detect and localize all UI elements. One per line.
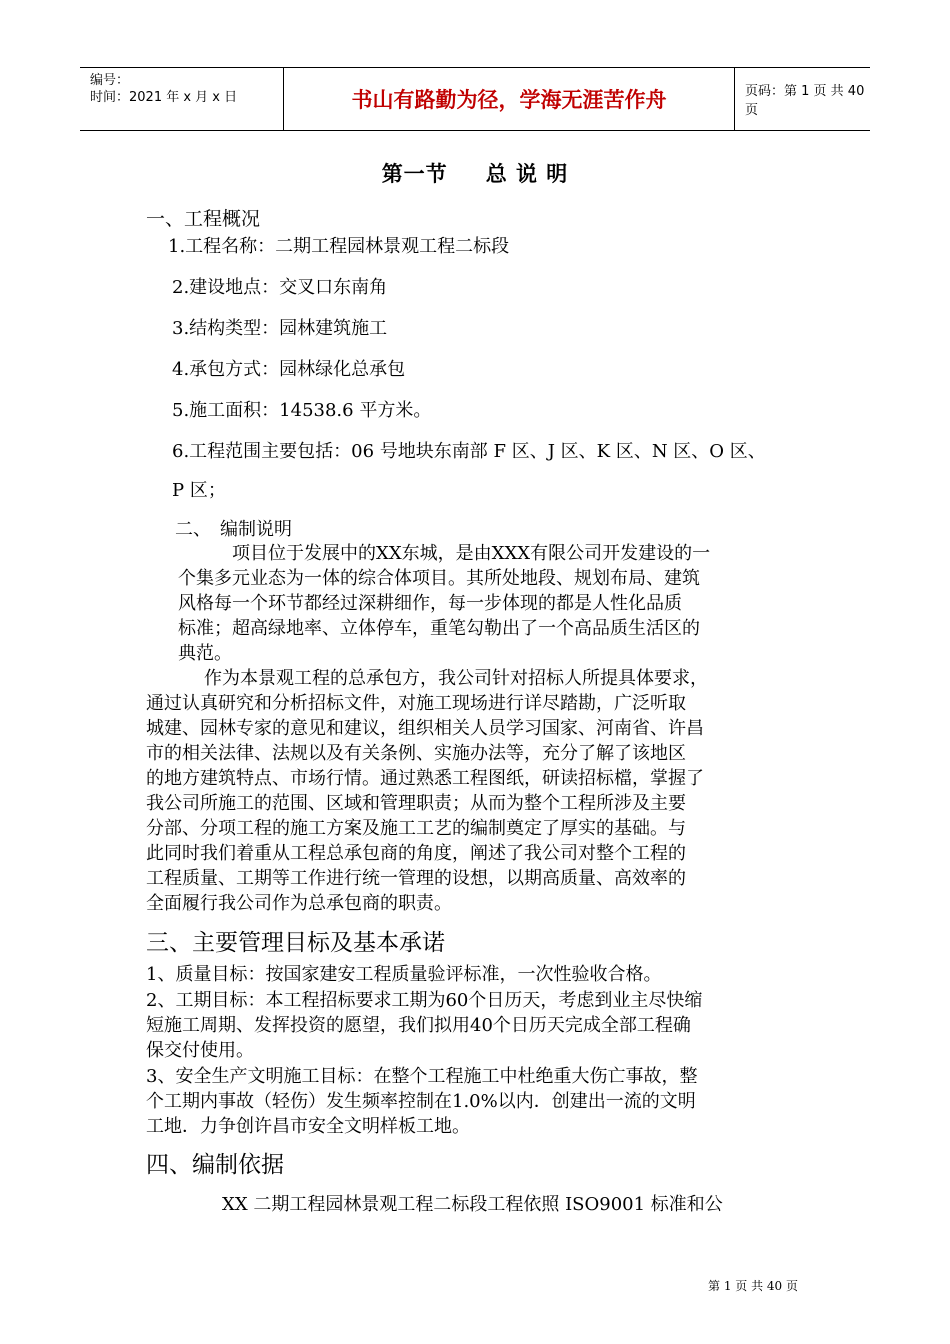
paragraph-line: 我公司所施工的范围、区域和管理职责；从而为整个工程所涉及主要: [146, 793, 686, 814]
overview-item: 4.承包方式：园林绿化总承包: [172, 359, 406, 380]
page-title: 第一节 总 说 明: [381, 162, 569, 186]
paragraph-line: 全面履行我公司作为总承包商的职责。: [146, 893, 452, 914]
section3-heading: 三、主要管理目标及基本承诺: [146, 930, 445, 956]
document-number: 编号：: [90, 73, 130, 88]
overview-item: 5.施工面积：14538.6 平方米。: [172, 400, 432, 421]
paragraph-line: 典范。: [178, 643, 232, 664]
paragraph-line: 市的相关法律、法规以及有关条例、实施办法等，充分了解了该地区: [146, 743, 686, 764]
page-footer: 第 1 页 共 40 页: [708, 1279, 798, 1293]
goal-line: 个工期内事故（轻伤）发生频率控制在1.0%以内．创建出一流的文明: [146, 1091, 696, 1112]
goal-line: 工地．力争创许昌市安全文明样板工地。: [146, 1116, 470, 1137]
section1-heading: 一、工程概况: [146, 208, 261, 230]
paragraph-line: 通过认真研究和分析招标文件，对施工现场进行详尽踏勘，广泛听取: [146, 693, 686, 714]
goal-line: 保交付使用。: [146, 1040, 254, 1061]
header-motto: 书山有路勤为径，学海无涯苦作舟: [283, 68, 735, 130]
paragraph-line: 此同时我们着重从工程总承包商的角度，阐述了我公司对整个工程的: [146, 843, 686, 864]
paragraph-line: 分部、分项工程的施工方案及施工工艺的编制奠定了厚实的基础。与: [146, 818, 686, 839]
overview-item: 2.建设地点：交叉口东南角: [172, 277, 388, 298]
paragraph-line: 作为本景观工程的总承包方，我公司针对招标人所提具体要求，: [204, 668, 708, 689]
overview-item: 1.工程名称：二期工程园林景观工程二标段: [168, 236, 510, 257]
paragraph-line: 城建、园林专家的意见和建议，组织相关人员学习国家、河南省、许昌: [146, 718, 704, 739]
basis-line: XX 二期工程园林景观工程二标段工程依照 ISO9001 标准和公: [222, 1194, 723, 1215]
paragraph-line: 标准；超高绿地率、立体停车，重笔勾勒出了一个高品质生活区的: [178, 618, 700, 639]
header-meta: [80, 68, 283, 130]
page-header: [80, 67, 870, 131]
paragraph-line: 个集多元业态为一体的综合体项目。其所处地段、规划布局、建筑: [178, 568, 700, 589]
goal-line: 3、安全生产文明施工目标：在整个工程施工中杜绝重大伤亡事故，整: [146, 1066, 698, 1087]
paragraph-line: 的地方建筑特点、市场行情。通过熟悉工程图纸，研读招标檔，掌握了: [146, 768, 704, 789]
overview-item: 3.结构类型：园林建筑施工: [172, 318, 388, 339]
goal-line: 短施工周期、发挥投资的愿望，我们拟用40个日历天完成全部工程确: [146, 1015, 691, 1036]
paragraph-line: 工程质量、工期等工作进行统一管理的设想，以期高质量、高效率的: [146, 868, 686, 889]
header-page-info: 页码：第 1 页 共 40 页: [745, 84, 865, 118]
overview-item: 6.工程范围主要包括：06 号地块东南部 F 区、J 区、K 区、N 区、O 区、: [172, 441, 766, 462]
paragraph-line: 项目位于发展中的XX东城，是由XXX有限公司开发建设的一: [232, 543, 711, 564]
goal-line: 2、工期目标：本工程招标要求工期为60个日历天，考虑到业主尽快缩: [146, 990, 703, 1011]
section4-heading: 四、编制依据: [146, 1152, 284, 1178]
goal-line: 1、质量目标：按国家建安工程质量验评标准，一次性验收合格。: [146, 964, 662, 985]
overview-item: P 区；: [172, 480, 226, 501]
paragraph-line: 风格每一个环节都经过深耕细作，每一步体现的都是人性化品质: [178, 593, 682, 614]
document-date: 时间：2021 年 x 月 x 日: [90, 90, 238, 105]
section2-heading: 二、 编制说明: [175, 519, 292, 540]
